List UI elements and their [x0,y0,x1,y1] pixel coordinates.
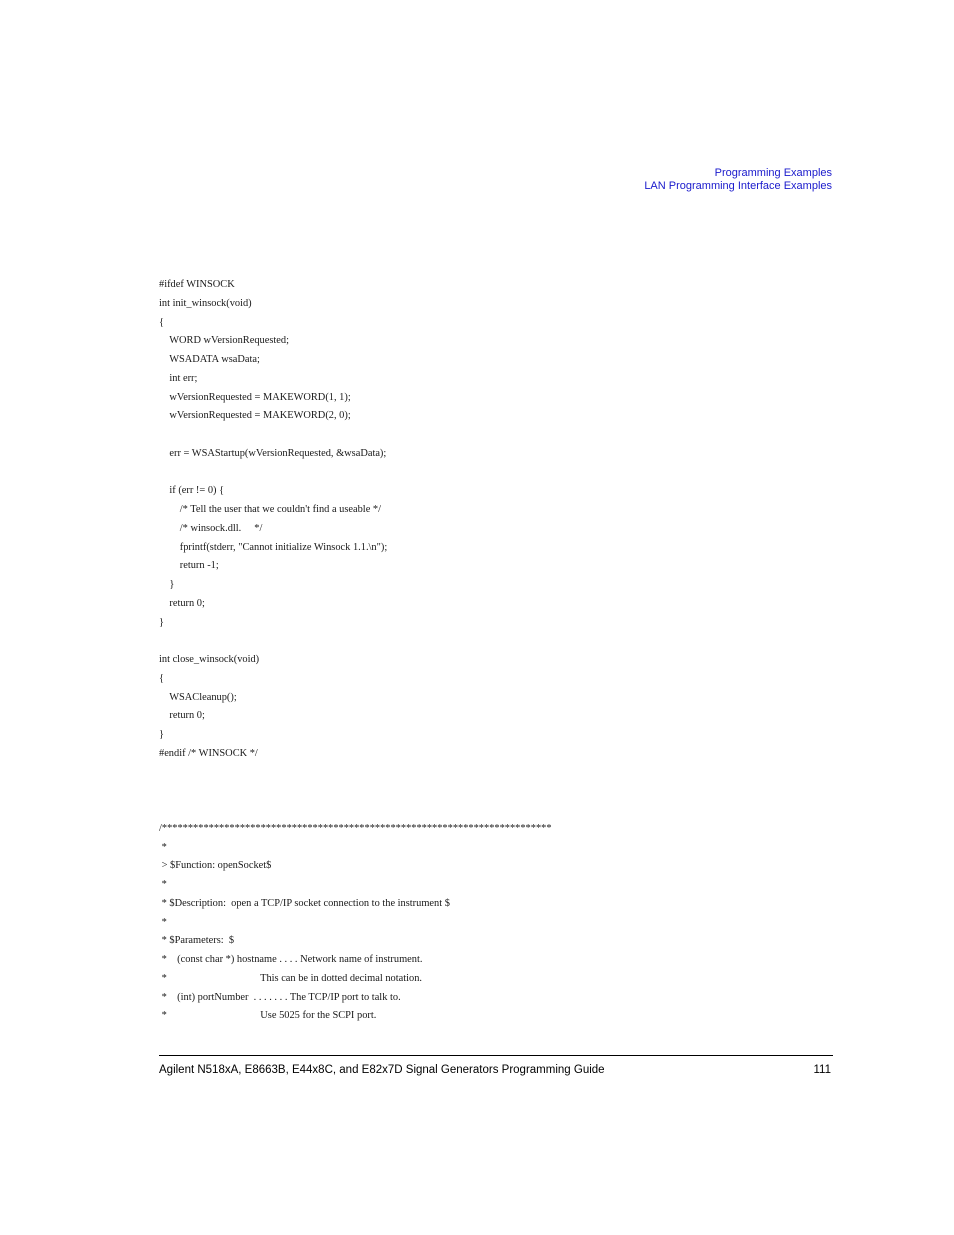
header-subsection: LAN Programming Interface Examples [644,179,832,192]
header-section: Programming Examples [714,167,832,179]
code-line: wVersionRequested = MAKEWORD(1, 1); [159,391,351,403]
footer-rule [159,1055,833,1056]
code-line: if (err != 0) { [159,485,225,497]
code-line: { [159,316,164,328]
code-line: * $Description: open a TCP/IP socket connection to the instrument $ [159,897,450,909]
code-line: * This can be in dotted decimal notation. [159,972,422,984]
code-line: return 0; [159,597,205,609]
footer-title: Agilent N518xA, E8663B, E44x8C, and E82x7D Signal Generators Programming Guide [159,1064,605,1076]
code-line [159,464,839,483]
code-listing [159,276,839,1026]
code-line: #endif /* WINSOCK */ [159,747,258,759]
code-line: * [159,879,167,890]
code-line: /*************************************************************************** [159,822,552,834]
code-line: > $Function: openSocket$ [159,860,272,872]
code-line [159,426,839,445]
code-line: } [159,729,164,740]
code-line: WORD wVersionRequested; [159,335,289,347]
page-number: 111 [813,1064,831,1076]
code-line: fprintf(stderr, "Cannot initialize Winsock 1.1.\n"); [159,541,388,553]
code-line: wVersionRequested = MAKEWORD(2, 0); [159,410,351,422]
code-line: int err; [159,372,198,384]
code-line: { [159,672,164,684]
code-line [159,764,839,783]
code-line: /* Tell the user that we couldn't find a useable */ [159,504,381,515]
code-line: WSADATA wsaData; [159,354,260,365]
code-line: #ifdef WINSOCK [159,279,235,290]
code-line [159,782,839,801]
code-line: return 0; [159,710,205,722]
code-line: } [159,579,175,590]
code-line [159,632,839,651]
code-line: int close_winsock(void) [159,654,260,665]
code-line: * (int) portNumber . . . . . . . The TCP/IP port to talk to. [159,991,401,1003]
code-line: * [159,841,167,853]
code-line: err = WSAStartup(wVersionRequested, &wsaData); [159,447,387,459]
code-line: int init_winsock(void) [159,297,252,309]
code-line: } [159,616,164,628]
code-line: WSACleanup(); [159,691,237,703]
code-line [159,801,839,820]
code-line: * [159,916,167,928]
code-line: return -1; [159,560,219,572]
code-line: /* winsock.dll. */ [159,522,263,534]
code-line: * $Parameters: $ [159,935,235,947]
code-line: * Use 5025 for the SCPI port. [159,1010,377,1022]
code-line: * (const char *) hostname . . . . Network name of instrument. [159,954,423,965]
running-header [644,167,832,192]
